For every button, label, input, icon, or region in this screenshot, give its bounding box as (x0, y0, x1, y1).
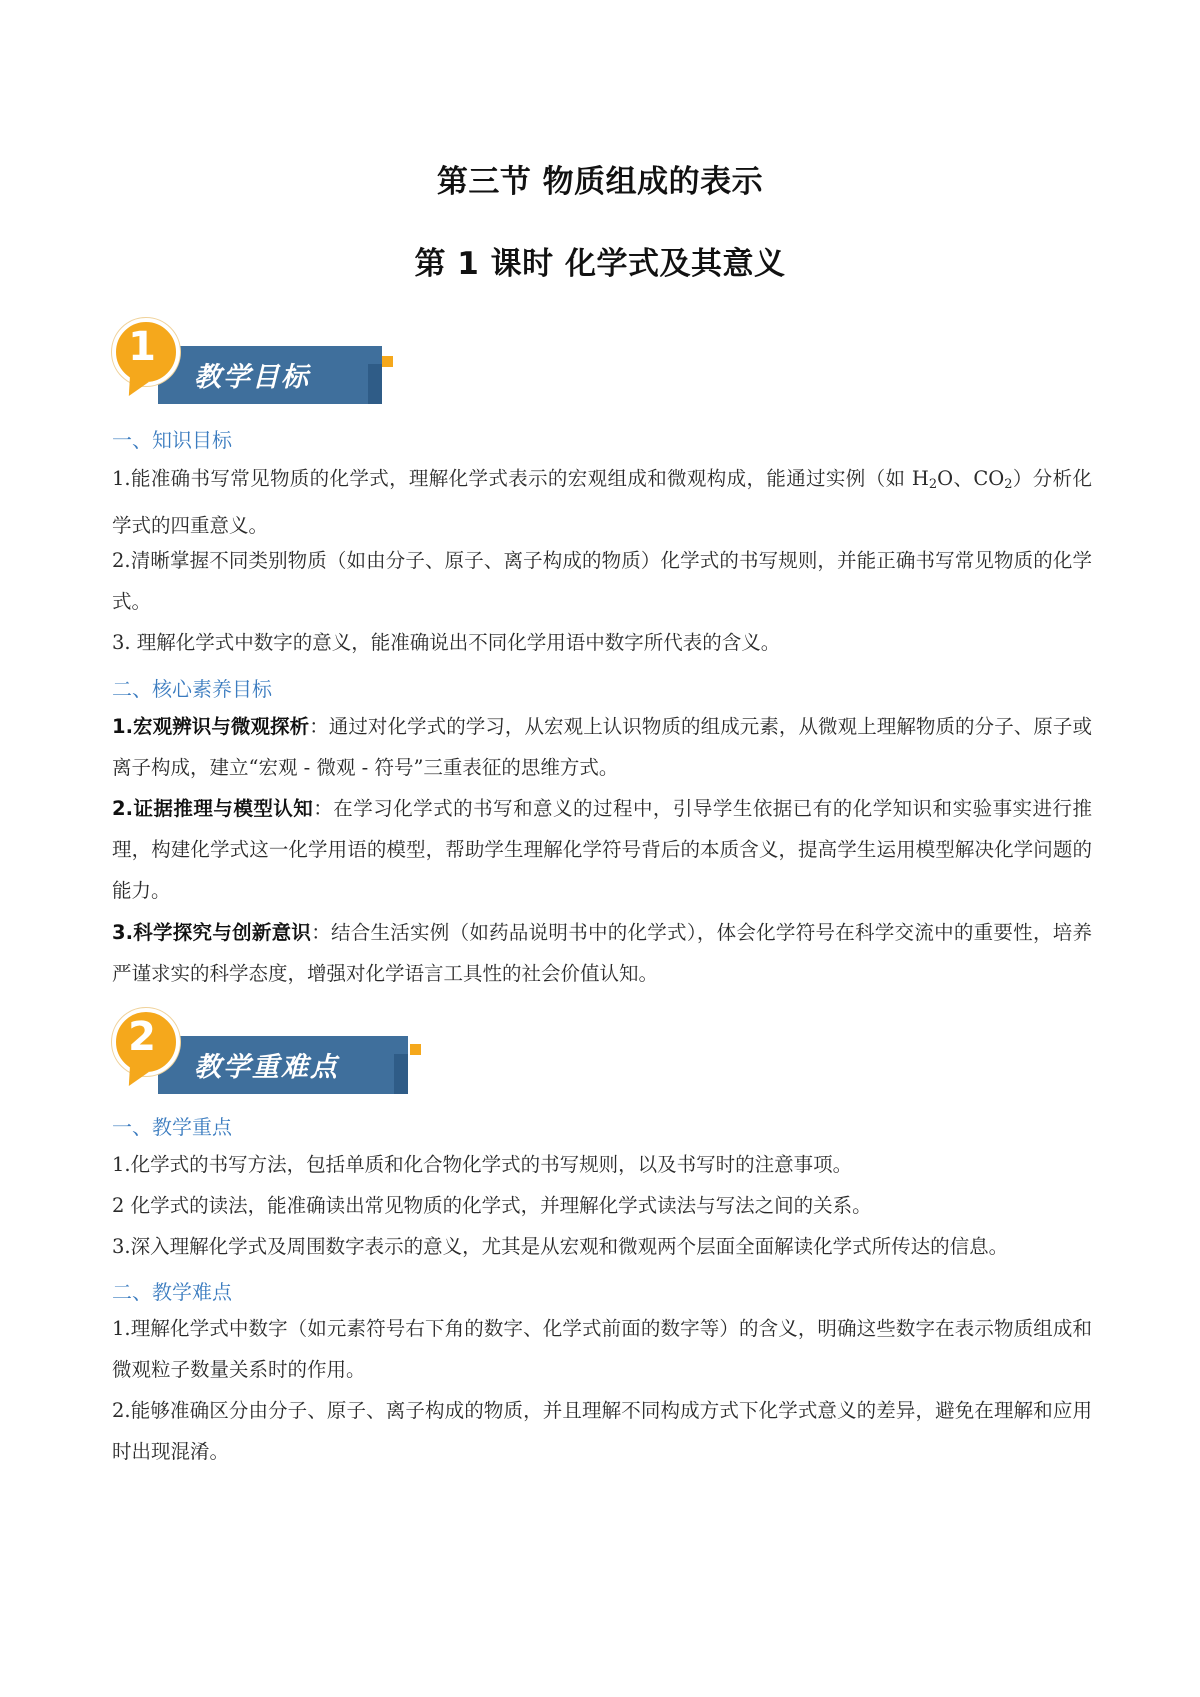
subscript: 2 (928, 477, 938, 492)
goal-text: ：通过对化学式的学习，从宏观上认识物质的组成元素，从微观上理解物质的分子、原子或离子构成，建立“宏观 - 微观 - 符号”三重表征的思维方式。 (112, 715, 1092, 779)
core-goal-1 (112, 706, 1092, 788)
banner-accent-square (382, 356, 393, 367)
banner-label: 教学目标 (194, 362, 310, 393)
subheading-difficulties: 二、教学难点 (112, 1280, 232, 1304)
banner-bar (158, 346, 382, 404)
goal-text: ：在学习化学式的书写和意义的过程中，引导学生依据已有的化学知识和实验事实进行推理，构建化学式这一化学用语的模型，帮助学生理解化学符号背后的本质含义，提高学生运用模型解决化学问题的能力。 (112, 797, 1092, 902)
key-point-2: 2 化学式的读法，能准确读出常见物质的化学式，并理解化学式读法与写法之间的关系。 (112, 1194, 872, 1217)
subscript: 2 (1004, 477, 1013, 492)
banner-accent-square (410, 1044, 421, 1055)
goal-text: 1.能准确书写常见物质的化学式，理解化学式表示的宏观组成和微观构成，能通过实例（如 H (112, 467, 929, 490)
key-point-1: 1.化学式的书写方法，包括单质和化合物化学式的书写规则，以及书写时的注意事项。 (112, 1153, 853, 1176)
difficulty-1: 1.理解化学式中数字（如元素符号右下角的数字、化学式前面的数字等）的含义，明确这些数字在表示物质组成和微观粒子数量关系时的作用。 (112, 1317, 1092, 1381)
subheading-core-goals: 二、核心素养目标 (112, 677, 272, 701)
knowledge-goal-1 (112, 458, 1092, 546)
core-goal-2 (112, 788, 1092, 911)
badge-number: 1 (128, 324, 156, 370)
goal-label: 3.科学探究与创新意识 (112, 921, 312, 944)
key-point-3: 3.深入理解化学式及周围数字表示的意义，尤其是从宏观和微观两个层面全面解读化学式所传达的信息。 (112, 1235, 1009, 1258)
knowledge-goal-3: 3. 理解化学式中数字的意义，能准确说出不同化学用语中数字所代表的含义。 (112, 631, 781, 654)
core-goal-3 (112, 912, 1092, 994)
difficulty-2: 2.能够准确区分由分子、原子、离子构成的物质，并且理解不同构成方式下化学式意义的差异，避免在理解和应用时出现混淆。 (112, 1399, 1092, 1463)
section-banner-key-points (112, 1008, 422, 1098)
section-title: 第三节 物质组成的表示 (436, 164, 764, 200)
knowledge-goal-2: 2.清晰掌握不同类别物质（如由分子、原子、离子构成的物质）化学式的书写规则，并能正确书写常见物质的化学式。 (112, 549, 1092, 613)
section-banner-objectives (112, 318, 392, 408)
banner-bar (158, 1036, 408, 1094)
badge-number: 2 (128, 1014, 156, 1060)
goal-text: ：结合生活实例（如药品说明书中的化学式），体会化学符号在科学交流中的重要性，培养严谨求实的科学态度，增强对化学语言工具性的社会价值认知。 (112, 921, 1092, 985)
goal-label: 2.证据推理与模型认知 (112, 797, 314, 820)
subheading-key-points: 一、教学重点 (112, 1115, 232, 1139)
goal-text: ）分析化学式的四重意义。 (112, 467, 1092, 537)
goal-label: 1.宏观辨识与微观探析 (112, 715, 310, 738)
goal-text: O、CO (937, 467, 1005, 490)
lesson-title: 第 1 课时 化学式及其意义 (414, 246, 786, 282)
subheading-knowledge-goals: 一、知识目标 (112, 428, 232, 452)
banner-label: 教学重难点 (194, 1052, 339, 1083)
